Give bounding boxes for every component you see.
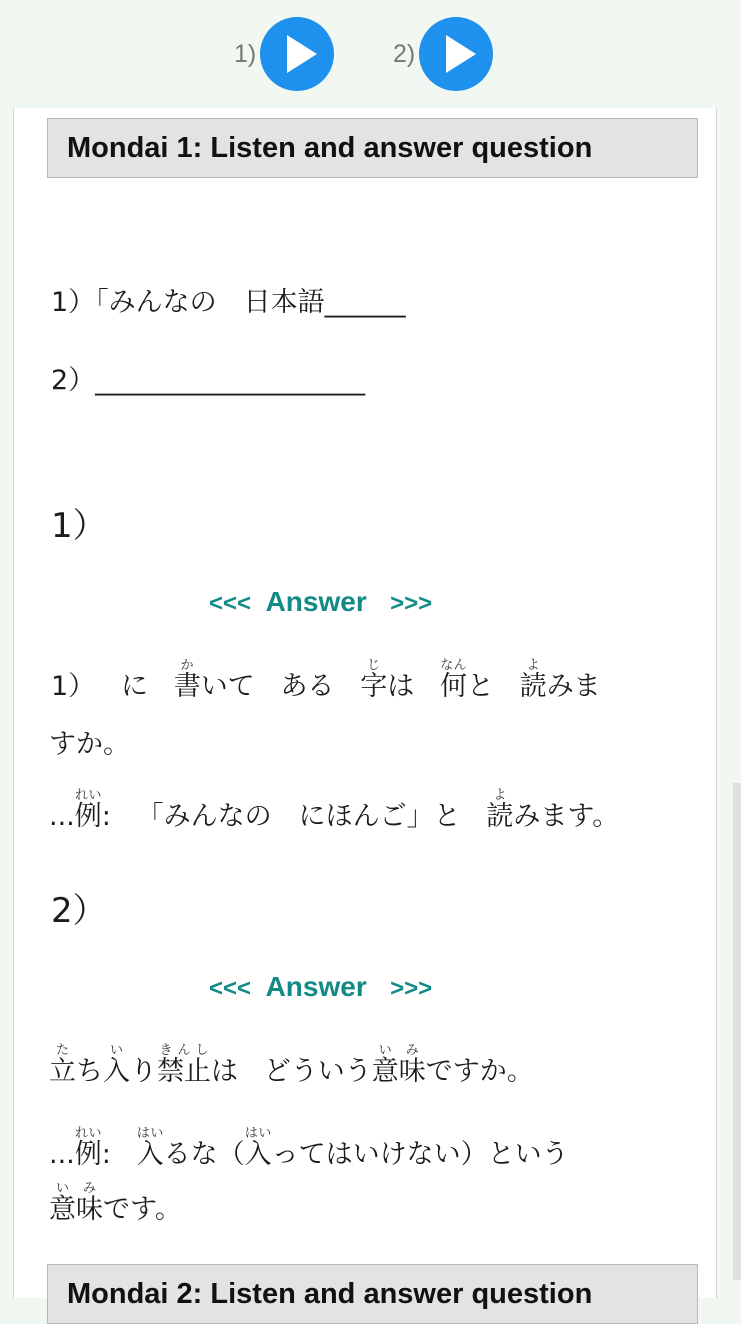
q1-ji: 字じ: [360, 658, 388, 702]
question-2-text: 立たち入いり禁止きんしは どういう意味いみですか。: [49, 1043, 534, 1087]
q1-yomi: 読よ: [519, 658, 547, 702]
answer-toggle-2[interactable]: [209, 971, 432, 1003]
answer-toggle-1[interactable]: [209, 586, 432, 618]
section-title: Mondai 1: Listen and answer question: [47, 118, 698, 178]
audio-label-1: 1): [234, 39, 257, 68]
prompt-2: 2）____________________: [51, 365, 366, 396]
answer-label: Answer: [265, 586, 367, 617]
question-2-label: 2）: [51, 891, 107, 931]
answer-right-arrows: >>>: [390, 975, 433, 1002]
answer-left-arrows: <<<: [209, 590, 252, 617]
play-button-1[interactable]: [260, 17, 334, 91]
scrollbar[interactable]: [733, 783, 741, 1280]
question-1-text: 1） に 書かいて ある 字じは 何なんと 読よみま: [51, 658, 601, 702]
audio-label-2: 2): [393, 39, 416, 68]
answer-label: Answer: [265, 971, 367, 1002]
answer-2-text-line2: 意味いみです。: [49, 1181, 182, 1225]
audio-item-2: [393, 16, 493, 92]
answer-right-arrows: >>>: [390, 590, 433, 617]
next-section-title: Mondai 2: Listen and answer question: [47, 1264, 698, 1324]
play-icon: [260, 17, 334, 91]
q1-kaku: 書か: [173, 658, 201, 702]
content-card: [13, 108, 717, 1310]
play-icon: [419, 17, 493, 91]
answer-1-text: ...例れい: 「みんなの にほんご」と 読よみます。: [49, 788, 620, 832]
answer-left-arrows: <<<: [209, 975, 252, 1002]
answer-2-text: ...例れい: 入はいるな（入はいってはいけない）という: [49, 1126, 569, 1170]
q1-num: 1）: [51, 671, 96, 702]
q1-nan: 何なん: [439, 658, 467, 702]
question-1-text-line2: すか。: [49, 729, 130, 760]
prompt-1: 1）「みんなの 日本語______: [51, 287, 406, 318]
audio-bar: [0, 0, 741, 108]
question-1-label: 1）: [51, 506, 107, 546]
q1-ni: に: [120, 671, 148, 702]
play-button-2[interactable]: [419, 17, 493, 91]
q1-aru: ある: [280, 671, 335, 702]
audio-item-1: [234, 16, 334, 92]
